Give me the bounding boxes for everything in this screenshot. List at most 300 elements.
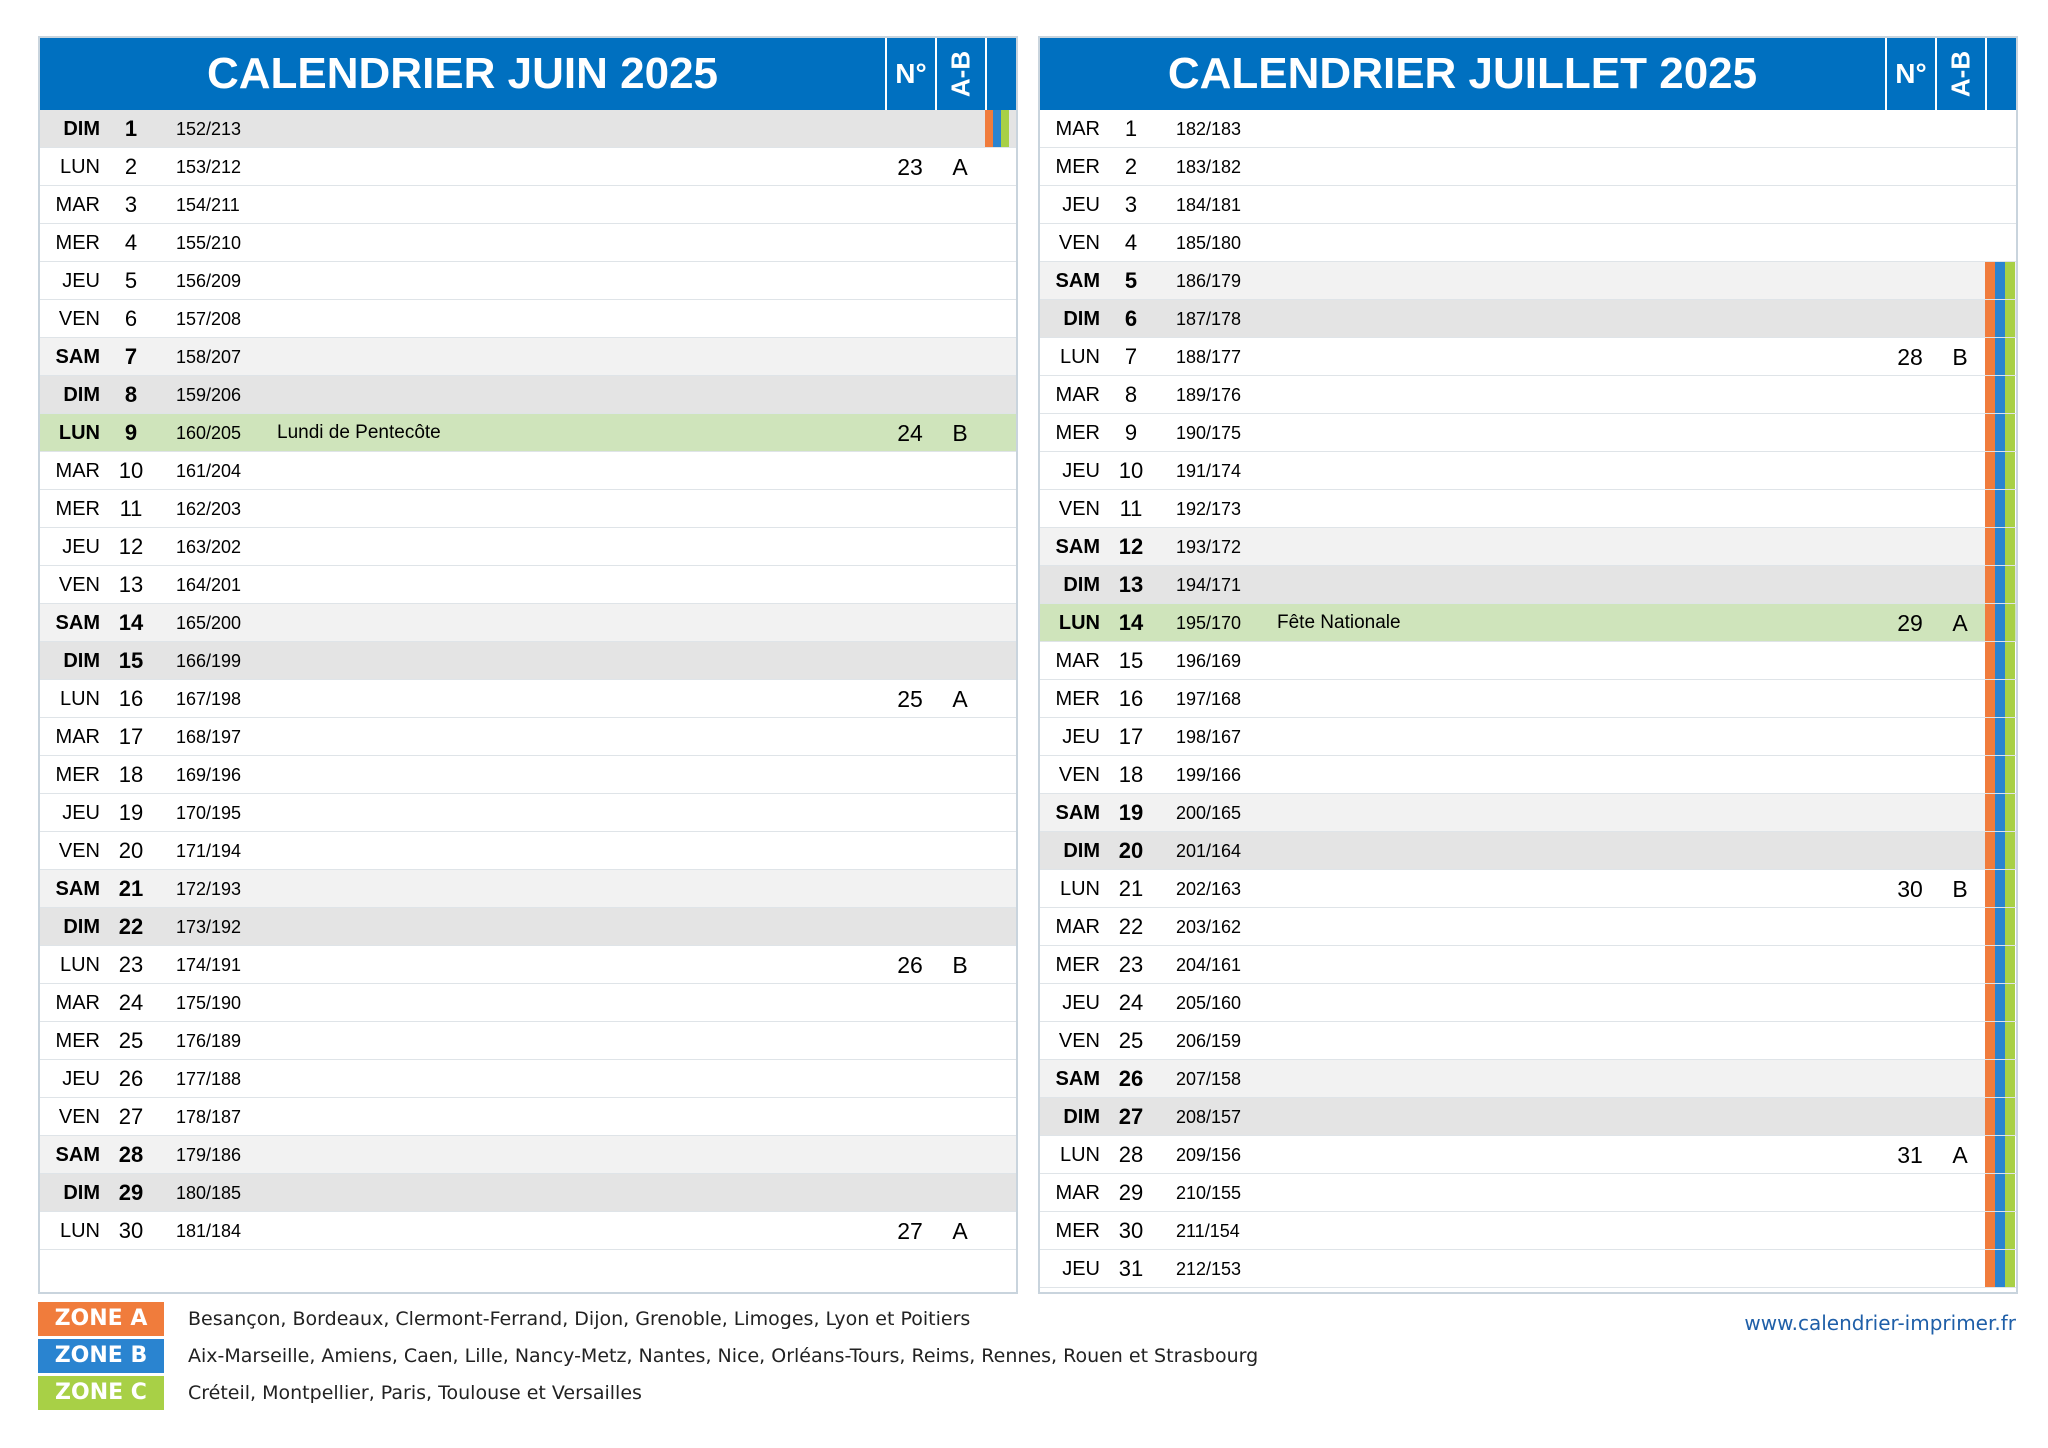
day-row [40,1174,1016,1212]
day-of-week: MER [55,1030,100,1052]
zone-holiday-bars [1985,186,2016,224]
day-row [40,148,1016,186]
day-of-year: 158/207 [176,347,242,367]
zone-holiday-bars [1985,1212,2016,1250]
zone-a-bar [1985,490,1995,527]
zone-b-bar [1995,718,2005,755]
day-of-week: MER [55,498,100,520]
day-number: 11 [1119,496,1143,521]
week-number: 24 [897,420,923,446]
week-number: 31 [1897,1142,1923,1168]
zone-c-bar [2005,528,2015,565]
day-of-week: JEU [1062,460,1100,482]
day-of-week: MAR [1055,916,1100,938]
day-row [1040,832,2016,870]
day-row [1040,1174,2016,1212]
zone-a-bar [1985,642,1995,679]
zone-c-bar [2005,566,2015,603]
day-of-year: 164/201 [176,575,242,595]
zone-holiday-bars [1985,566,2016,604]
zone-holiday-bars [1985,528,2016,566]
day-row [1040,528,2016,566]
month-header [1040,38,2016,110]
zone-c-bar [2005,1174,2015,1211]
day-of-week: DIM [63,384,100,406]
day-of-year: 178/187 [176,1107,242,1127]
zone-c-bar [2005,262,2015,299]
zone-a-bar [1985,908,1995,945]
zone-c-bar [2005,490,2015,527]
zone-header [1985,38,2016,110]
day-number: 4 [124,230,138,255]
zone-a-bar [1985,528,1995,565]
day-number: 1 [124,116,138,141]
day-of-week: JEU [62,536,100,558]
day-number: 15 [1118,648,1144,673]
zone-holiday-bars [1985,148,2016,186]
week-ab: B [952,420,968,446]
zone-c-bar [2005,1060,2015,1097]
day-row [40,414,1016,452]
day-of-week: DIM [1063,574,1100,596]
week-ab-header: A-B [1935,38,1985,110]
day-row [1040,756,2016,794]
zone-b-bar [1995,376,2005,413]
day-number: 12 [118,534,144,559]
day-row [40,642,1016,680]
zone-holiday-bars [1985,452,2016,490]
zone-holiday-bars [985,908,1016,946]
day-row [1040,452,2016,490]
day-of-year: 155/210 [176,233,242,253]
day-row [1040,566,2016,604]
day-of-year: 168/197 [176,727,242,747]
zone-c-bar [2005,414,2015,451]
week-ab: A [952,154,968,180]
day-of-year: 172/193 [176,879,242,899]
zone-holiday-bars [985,300,1016,338]
day-of-year: 157/208 [176,309,242,329]
day-of-year: 199/166 [1176,765,1242,785]
zone-holiday-bars [985,262,1016,300]
zone-a-bar [1985,1022,1995,1059]
day-of-week: MAR [1055,1182,1100,1204]
website-link[interactable]: www.calendrier-imprimer.fr [1744,1311,2016,1335]
day-row [40,946,1016,984]
zone-c-bar [2005,452,2015,489]
zone-b-bar [1995,414,2005,451]
zone-holiday-bars [1985,794,2016,832]
day-row [1040,1136,2016,1174]
zone-b-bar [1995,908,2005,945]
zone-holiday-bars [985,1022,1016,1060]
day-of-week: MAR [1055,384,1100,406]
zone-a-bar [1985,376,1995,413]
day-row [1040,680,2016,718]
day-of-week: VEN [1058,498,1100,520]
day-of-year: 180/185 [176,1183,242,1203]
day-number: 30 [1118,1218,1144,1243]
day-of-year: 209/156 [1176,1145,1242,1165]
zone-c-cities: Créteil, Montpellier, Paris, Toulouse et Versailles [188,1382,642,1404]
day-of-year: 188/177 [1176,347,1242,367]
zone-b-bar [1995,300,2005,337]
zone-c-bar [2005,604,2015,641]
day-of-week: MER [1055,954,1100,976]
day-number: 8 [1124,382,1138,407]
zone-holiday-bars [1985,832,2016,870]
day-number: 3 [1124,192,1138,217]
day-of-week: LUN [59,688,100,710]
zone-c-bar [2005,680,2015,717]
zone-b-bar [1995,832,2005,869]
day-row [1040,642,2016,680]
zone-holiday-bars [985,794,1016,832]
day-of-year: 163/202 [176,537,242,557]
zone-holiday-bars [985,1060,1016,1098]
day-number: 2 [124,154,138,179]
day-of-week: MAR [55,460,100,482]
day-of-year: 173/192 [176,917,242,937]
day-number: 13 [118,572,144,597]
zone-a-bar [1985,718,1995,755]
week-ab: A [1952,610,1968,636]
zone-a-bar [1985,262,1995,299]
zone-b-bar [1995,452,2005,489]
week-number: 26 [897,952,923,978]
zone-holiday-bars [1985,908,2016,946]
day-of-week: SAM [55,346,100,368]
day-number: 21 [1118,876,1144,901]
day-of-week: LUN [1059,346,1100,368]
day-of-year: 176/189 [176,1031,242,1051]
zone-a-bar [1985,1174,1995,1211]
day-number: 23 [118,952,144,977]
zone-holiday-bars [1985,338,2016,376]
day-of-week: VEN [58,308,100,330]
day-of-year: 174/191 [176,955,242,975]
week-number: 27 [897,1218,923,1244]
day-of-year: 198/167 [1176,727,1242,747]
day-number: 27 [118,1104,144,1129]
zone-header [985,38,1016,110]
day-row [1040,604,2016,642]
day-of-year: 170/195 [176,803,242,823]
day-of-year: 190/175 [1176,423,1242,443]
zone-holiday-bars [1985,756,2016,794]
week-number: 25 [897,686,923,712]
day-row [1040,1022,2016,1060]
zone-c-bar [2005,718,2015,755]
day-of-week: DIM [63,650,100,672]
day-row [40,528,1016,566]
day-row [40,870,1016,908]
day-number: 9 [124,420,138,445]
day-number: 19 [118,800,144,825]
zone-holiday-bars [1985,414,2016,452]
zone-a-bar [1985,1098,1995,1135]
day-number: 1 [1124,116,1138,141]
zone-a-bar [1985,1060,1995,1097]
zone-a-bar [1985,1136,1995,1173]
day-of-year: 160/205 [176,423,242,443]
zone-a-bar [1985,832,1995,869]
day-of-week: DIM [1063,308,1100,330]
day-of-year: 161/204 [176,461,242,481]
day-of-year: 183/182 [1176,157,1242,177]
zone-c-bar [2005,870,2015,907]
zone-holiday-bars [985,376,1016,414]
zone-holiday-bars [985,186,1016,224]
day-of-week: JEU [62,270,100,292]
zone-a-bar [1985,680,1995,717]
day-row [40,1060,1016,1098]
day-of-week: LUN [58,422,100,444]
zone-c-bar [2005,376,2015,413]
zone-a-bar [1985,300,1995,337]
zone-holiday-bars [985,566,1016,604]
day-of-year: 169/196 [176,765,242,785]
day-of-week: LUN [1059,878,1100,900]
day-of-year: 201/164 [1176,841,1242,861]
zone-a-bar [1985,946,1995,983]
day-row [40,1136,1016,1174]
week-ab-header: A-B [935,38,985,110]
day-of-week: SAM [55,878,100,900]
day-row [40,566,1016,604]
day-number: 12 [1118,534,1144,559]
zone-holiday-bars [1985,1174,2016,1212]
day-number: 31 [1118,1256,1144,1281]
day-of-week: MER [55,764,100,786]
zone-a-bar [1985,870,1995,907]
day-of-year: 193/172 [1176,537,1242,557]
day-of-year: 212/153 [1176,1259,1242,1279]
calendar-june [38,36,1018,1294]
zone-c-bar [1001,110,1009,147]
day-of-week: SAM [1055,270,1100,292]
day-number: 9 [1124,420,1138,445]
day-of-week: DIM [63,1182,100,1204]
zone-a-bar [1985,1250,1995,1287]
holiday-name: Fête Nationale [1277,612,1401,633]
day-row [40,1022,1016,1060]
day-of-week: JEU [62,1068,100,1090]
zone-b-bar [1995,1212,2005,1249]
day-row [1040,1098,2016,1136]
zone-b-bar [1995,756,2005,793]
day-of-week: LUN [59,156,100,178]
week-number-header: N° [885,38,935,110]
day-row [1040,338,2016,376]
day-of-year: 187/178 [1176,309,1242,329]
day-of-year: 153/212 [176,157,242,177]
day-number: 14 [118,610,144,635]
zone-holiday-bars [985,946,1016,984]
day-of-year: 206/159 [1176,1031,1242,1051]
zone-a-cities: Besançon, Bordeaux, Clermont-Ferrand, Dijon, Grenoble, Limoges, Lyon et Poitiers [188,1308,971,1330]
zone-holiday-bars [985,1212,1016,1250]
day-of-year: 197/168 [1176,689,1242,709]
day-number: 15 [118,648,144,673]
day-row [40,794,1016,832]
day-number: 23 [1118,952,1144,977]
zone-holiday-bars [1985,680,2016,718]
day-of-week: SAM [1055,802,1100,824]
day-number: 28 [1118,1142,1144,1167]
day-of-week: JEU [1062,726,1100,748]
day-of-week: LUN [59,1220,100,1242]
zone-b-bar [993,110,1001,147]
week-ab: B [1952,344,1968,370]
zone-b-bar [1995,604,2005,641]
day-row [40,262,1016,300]
day-of-week: SAM [55,1144,100,1166]
day-row [1040,414,2016,452]
zone-holiday-bars [1985,1060,2016,1098]
zone-holiday-bars [1985,1098,2016,1136]
day-row [1040,794,2016,832]
day-of-year: 200/165 [1176,803,1242,823]
day-row [1040,490,2016,528]
day-of-week: DIM [1063,840,1100,862]
day-of-year: 192/173 [1176,499,1242,519]
zone-c-bar [2005,832,2015,869]
zone-c-bar [2005,908,2015,945]
week-ab: A [1952,1142,1968,1168]
day-row [40,338,1016,376]
zone-holiday-bars [1985,870,2016,908]
zone-holiday-bars [1985,110,2016,148]
day-of-year: 211/154 [1176,1221,1240,1241]
day-row [40,376,1016,414]
day-row [1040,1250,2016,1288]
day-row [40,908,1016,946]
day-row [1040,186,2016,224]
zone-holiday-bars [985,224,1016,262]
day-of-week: MER [55,232,100,254]
zone-holiday-bars [985,642,1016,680]
day-number: 19 [1118,800,1144,825]
zone-holiday-bars [1985,604,2016,642]
zone-holiday-bars [985,528,1016,566]
week-number: 28 [1897,344,1923,370]
day-row [40,718,1016,756]
zone-c-bar [2005,756,2015,793]
zone-b-cities: Aix-Marseille, Amiens, Caen, Lille, Nancy-Metz, Nantes, Nice, Orléans-Tours, Reims, Rennes, Rouen et Strasbourg [188,1345,1259,1367]
zone-holiday-bars [985,338,1016,376]
zone-a-bar [1985,414,1995,451]
zone-holiday-bars [985,414,1016,452]
week-number-header: N° [1885,38,1935,110]
day-of-week: MAR [55,194,100,216]
week-number: 29 [1897,610,1923,636]
day-of-year: 156/209 [176,271,242,291]
zone-c-bar [2005,984,2015,1021]
day-of-week: LUN [1059,1144,1100,1166]
day-of-week: SAM [1055,1068,1100,1090]
day-number: 25 [1118,1028,1144,1053]
day-number: 11 [119,496,143,521]
week-number: 23 [897,154,923,180]
day-of-week: JEU [1062,1258,1100,1280]
day-of-year: 203/162 [1176,917,1242,937]
day-of-week: MER [1055,156,1100,178]
zone-holiday-bars [985,110,1016,148]
zone-c-bar [2005,1022,2015,1059]
day-number: 10 [118,458,144,483]
month-title: CALENDRIER JUIN 2025 [206,49,719,98]
zone-holiday-bars [1985,376,2016,414]
zone-b-bar [1995,870,2005,907]
day-number: 20 [1118,838,1144,863]
zone-b-bar [1995,642,2005,679]
zone-holiday-bars [1985,224,2016,262]
zone-b-bar [1995,984,2005,1021]
day-row [1040,908,2016,946]
zone-holiday-bars [1985,946,2016,984]
day-of-year: 166/199 [176,651,242,671]
day-of-week: MAR [1055,650,1100,672]
day-of-year: 210/155 [1176,1183,1242,1203]
zone-c-bar [2005,642,2015,679]
day-number: 3 [124,192,138,217]
zone-holiday-bars [985,870,1016,908]
zone-c-bar [2005,338,2015,375]
zone-b-bar [1995,338,2005,375]
day-of-year: 182/183 [1176,119,1242,139]
zone-b-bar [1995,1022,2005,1059]
day-row [40,1098,1016,1136]
day-of-week: VEN [58,840,100,862]
zone-holiday-bars [1985,490,2016,528]
day-of-week: VEN [58,1106,100,1128]
day-of-week: MER [1055,422,1100,444]
zone-holiday-bars [1985,984,2016,1022]
day-of-year: 191/174 [1176,461,1242,481]
zone-b-bar [1995,1136,2005,1173]
day-number: 6 [1124,306,1138,331]
day-of-week: LUN [59,954,100,976]
holiday-name: Lundi de Pentecôte [277,422,441,443]
day-row [40,452,1016,490]
zone-holiday-bars [1985,718,2016,756]
week-ab: B [1952,876,1968,902]
day-of-week: DIM [63,118,100,140]
zone-c-bar [2005,1250,2015,1287]
zone-holiday-bars [985,756,1016,794]
day-of-week: VEN [1058,764,1100,786]
zone-holiday-bars [1985,262,2016,300]
zone-holiday-bars [985,1098,1016,1136]
zone-c-bar [2005,794,2015,831]
day-of-year: 208/157 [1176,1107,1242,1127]
zone-c-bar [2005,1098,2015,1135]
day-of-week: VEN [58,574,100,596]
day-of-year: 152/213 [176,119,242,139]
day-of-week: MER [1055,688,1100,710]
zone-c-bar [2005,946,2015,983]
month-title: CALENDRIER JUILLET 2025 [1167,49,1758,98]
day-number: 10 [1118,458,1144,483]
day-of-year: 159/206 [176,385,242,405]
day-of-year: 165/200 [176,613,242,633]
zone-holiday-bars [985,604,1016,642]
day-number: 29 [118,1180,144,1205]
zone-a-bar [1985,756,1995,793]
day-of-week: SAM [1055,536,1100,558]
day-row [1040,718,2016,756]
